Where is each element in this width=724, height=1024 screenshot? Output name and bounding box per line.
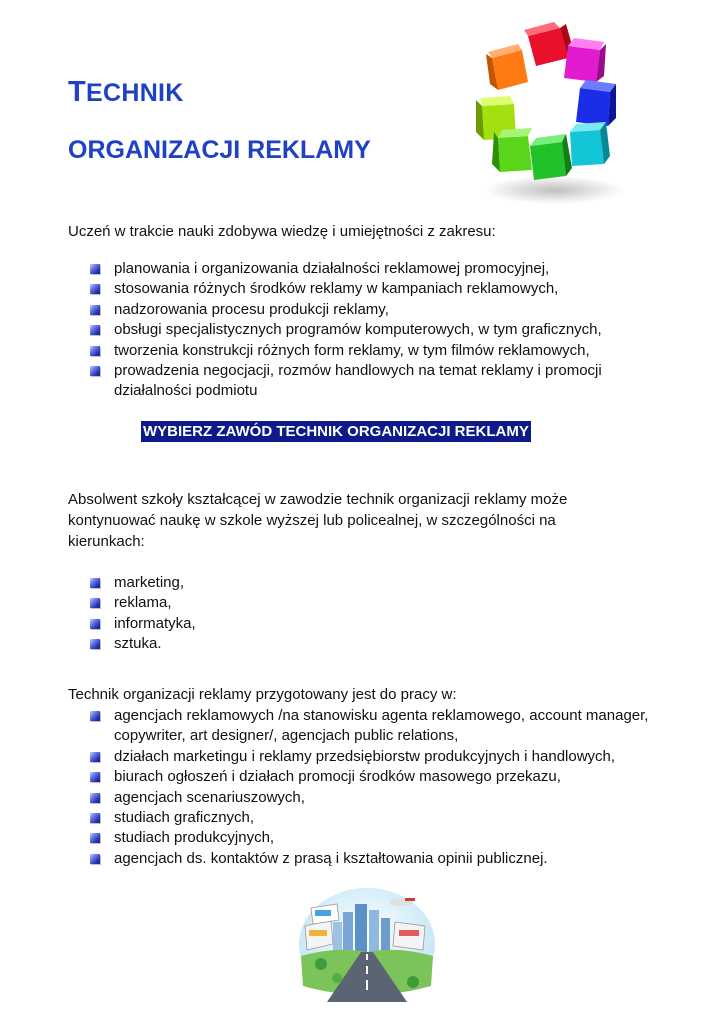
list-item-text: prowadzenia negocjacji, rozmów handlowych na temat reklamy i promocji działalności podmiotu (114, 362, 602, 400)
square-bullet-icon (90, 325, 100, 335)
list-item-text: nadzorowania procesu produkcji reklamy, (114, 300, 389, 318)
square-bullet-icon (90, 639, 100, 649)
graduate-line: Absolwent szkoły kształcącej w zawodzie technik organizacji reklamy może (68, 491, 568, 508)
work-intro-text: Technik organizacji reklamy przygotowany jest do pracy w: (68, 686, 457, 703)
list-item-text: informatyka, (114, 614, 196, 632)
list-item-text: biurach ogłoszeń i działach promocji środków masowego przekazu, (114, 768, 561, 786)
list-item (88, 361, 648, 402)
list-item-text: planowania i organizowania działalności reklamowej promocyjnej, (114, 260, 550, 277)
page-subtitle: ORGANIZACJI REKLAMY (68, 136, 371, 164)
list-item-text: marketing, (114, 574, 185, 591)
list-item (88, 767, 668, 787)
list-item (88, 828, 668, 848)
square-bullet-icon (90, 752, 100, 762)
graduate-line: kontynuować naukę w szkole wyższej lub policealnej, w szczególności na (68, 512, 556, 529)
list-item (88, 788, 668, 808)
graduate-line: kierunkach: (68, 533, 145, 550)
list-item-text: reklama, (114, 594, 172, 612)
list-item (88, 259, 648, 279)
square-bullet-icon (90, 813, 100, 823)
call-to-action-banner: WYBIERZ ZAWÓD TECHNIK ORGANIZACJI REKLAMY (143, 423, 529, 440)
cube-orange (486, 44, 528, 90)
list-item-text: tworzenia konstrukcji różnych form reklamy, w tym filmów reklamowych, (114, 341, 590, 359)
square-bullet-icon (90, 346, 100, 356)
list-item-text: agencjach reklamowych /na stanowisku agenta reklamowego, account manager, copywriter, art designer/, agencjach public relations, (114, 707, 649, 745)
list-item (88, 634, 388, 654)
list-item (88, 341, 648, 361)
list-item (88, 808, 668, 828)
cube-blue (576, 80, 616, 126)
list-item-text: obsługi specjalistycznych programów komputerowych, w tym graficznych, (114, 321, 602, 339)
list-item-text: agencjach ds. kontaktów z prasą i kształtowania opinii publicznej. (114, 849, 548, 867)
square-bullet-icon (90, 578, 100, 588)
list-item (88, 747, 668, 767)
cube-magenta (564, 38, 606, 82)
cube-green (530, 134, 572, 180)
list-item-text: agencjach scenariuszowych, (114, 788, 305, 806)
square-bullet-icon (90, 598, 100, 608)
list-item-text: działach marketingu i reklamy przedsiębiorstw produkcyjnych i handlowych, (114, 747, 616, 765)
study-fields-list (88, 573, 388, 655)
list-item-text: stosowania różnych środków reklamy w kampaniach reklamowych, (114, 280, 559, 298)
graduate-paragraph (68, 489, 668, 552)
square-bullet-icon (90, 619, 100, 629)
square-bullet-icon (90, 366, 100, 376)
workplaces-list (88, 706, 668, 869)
list-item (88, 614, 388, 634)
square-bullet-icon (90, 305, 100, 315)
intro-text: Uczeń w trakcie nauki zdobywa wiedzę i umiejętności z zakresu: (68, 223, 496, 240)
list-item (88, 279, 648, 299)
square-bullet-icon (90, 264, 100, 274)
list-item-text: sztuka. (114, 635, 162, 653)
square-bullet-icon (90, 833, 100, 843)
page-title-initial: T (68, 76, 87, 108)
square-bullet-icon (90, 793, 100, 803)
list-item-text: studiach produkcyjnych, (114, 829, 275, 847)
list-item (88, 593, 388, 613)
skills-list (88, 259, 648, 402)
cube-cyan (570, 122, 610, 166)
square-bullet-icon (90, 772, 100, 782)
list-item (88, 849, 668, 869)
city-billboards-road-icon (297, 886, 437, 1004)
list-item (88, 320, 648, 340)
page-title (68, 76, 184, 109)
list-item (88, 300, 648, 320)
page-title-rest: ECHNIK (86, 79, 184, 107)
rainbow-cubes-ring-icon (458, 18, 630, 208)
list-item-text: studiach graficznych, (114, 809, 255, 827)
square-bullet-icon (90, 854, 100, 864)
square-bullet-icon (90, 284, 100, 294)
list-item (88, 573, 388, 593)
square-bullet-icon (90, 711, 100, 721)
list-item (88, 706, 668, 747)
